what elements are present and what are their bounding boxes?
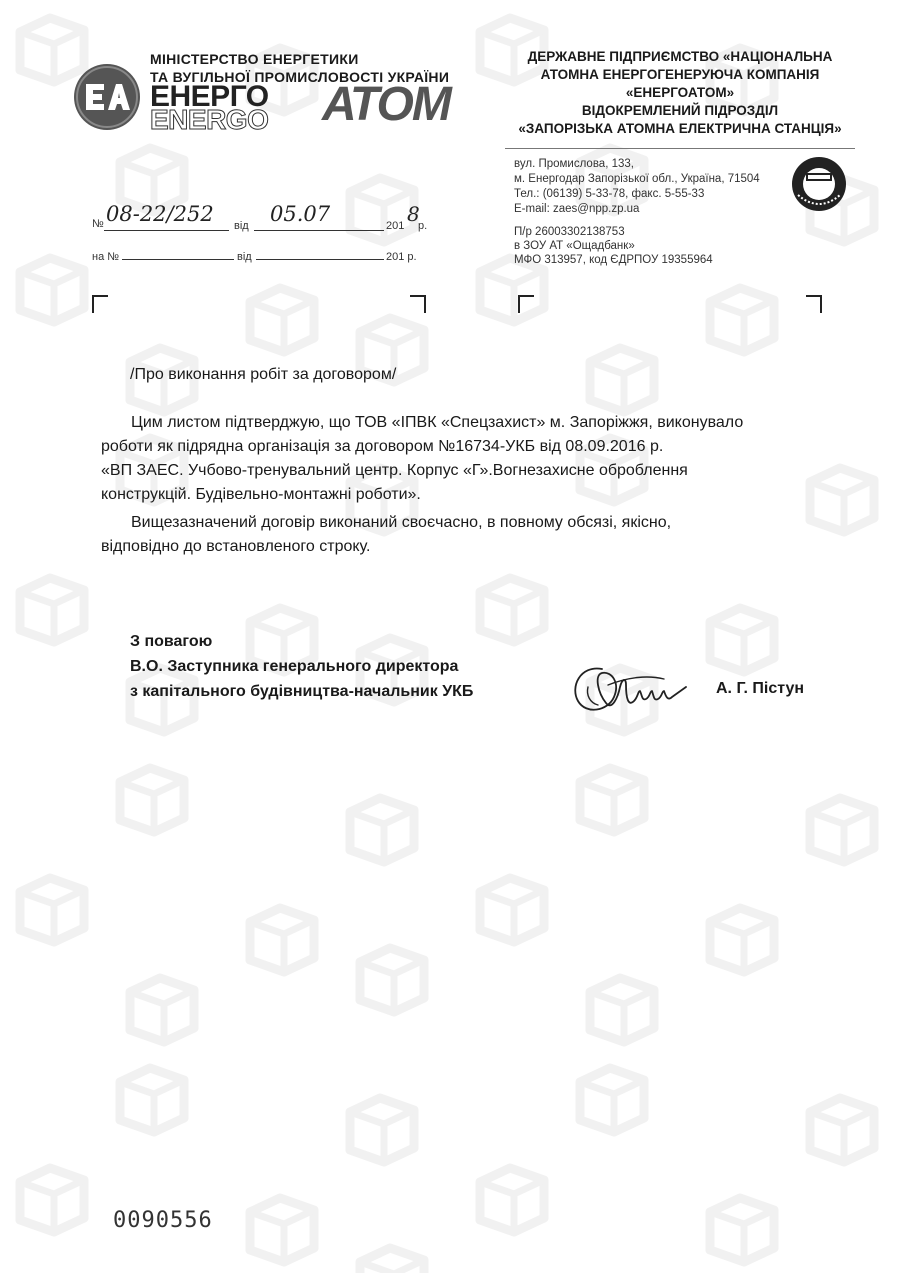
- company-line: «ЕНЕРГОАТОМ»: [625, 85, 735, 100]
- letter-paragraph-2: [101, 511, 841, 559]
- address-line: E-mail: zaes@npp.zp.ua: [514, 203, 640, 215]
- paragraph-line: конструкцій. Будівельно-монтажні роботи».: [101, 486, 421, 503]
- address-corner-right: [410, 295, 426, 313]
- number-label: №: [92, 218, 104, 230]
- address-line: вул. Промислова, 133,: [514, 158, 634, 170]
- reply-from-label: від: [237, 251, 252, 263]
- reply-number-row: [92, 247, 432, 267]
- closing-phrase: З повагою: [130, 633, 213, 650]
- company-header: [505, 48, 855, 138]
- signer-position-line-2: з капітального будівництва-начальник УКБ: [130, 683, 474, 700]
- document-serial-number: 0090556: [113, 1208, 213, 1233]
- company-line: ВІДОКРЕМЛЕНИЙ ПІДРОЗДІЛ: [581, 103, 779, 118]
- paragraph-line: Цим листом підтверджую, що ТОВ «ІПВК «Спецзахист» м. Запоріжжя, виконувало: [131, 414, 744, 431]
- energoatom-logo-icon: [72, 62, 142, 132]
- signer-position-line-1: В.О. Заступника генерального директора: [130, 658, 459, 675]
- bank-line: П/р 26003302138753: [514, 226, 625, 238]
- ministry-line-2: ТА ВУГІЛЬНОЇ ПРОМИСЛОВОСТІ УКРАЇНИ: [150, 69, 450, 85]
- address-line: Тел.: (06139) 5-33-78, факс. 5-55-33: [514, 188, 705, 200]
- address-corner-left: [92, 295, 108, 313]
- ministry-line-1: МІНІСТЕРСТВО ЕНЕРГЕТИКИ: [150, 51, 359, 67]
- signer-name: А. Г. Пістун: [716, 680, 805, 697]
- paragraph-line: «ВП ЗАЕС. Учбово-тренувальний центр. Корпус «Г».Вогнезахисне оброблення: [101, 462, 688, 479]
- reply-number-label: на №: [92, 251, 120, 263]
- company-address: [514, 157, 760, 217]
- brand-wordmark: ЕНЕРГО ENERGO АТОМ: [150, 78, 450, 135]
- outgoing-number-row: [92, 202, 432, 236]
- company-line: «ЗАПОРІЗЬКА АТОМНА ЕЛЕКТРИЧНА СТАНЦІЯ»: [518, 121, 842, 136]
- address-line: м. Енергодар Запорізької обл., Україна, 71504: [514, 173, 760, 185]
- letter-subject: /Про виконання робіт за договором/: [130, 366, 397, 383]
- recipient-corner-right: [806, 295, 822, 313]
- paragraph-line: роботи як підрядна організація за договором №16734-УКБ від 08.09.2016 р.: [101, 438, 664, 455]
- year-suffix: р.: [418, 220, 428, 232]
- paragraph-line: відповідно до встановленого строку.: [101, 538, 371, 555]
- recipient-corner-left: [518, 295, 534, 313]
- reply-year: 201 р.: [386, 251, 417, 263]
- outgoing-number-value: 08-22/252: [106, 202, 214, 226]
- bank-line: МФО 313957, код ЄДРПОУ 19355964: [514, 254, 713, 266]
- letter-paragraph-1: [101, 411, 841, 507]
- company-line: АТОМНА ЕНЕРГОГЕНЕРУЮЧА КОМПАНІЯ: [540, 67, 820, 82]
- year-handwritten: 8: [407, 202, 420, 226]
- year-prefix: 201: [386, 220, 405, 232]
- handwritten-signature-icon: [568, 657, 698, 721]
- tuv-rheinland-cert-icon: [790, 155, 848, 213]
- company-line: ДЕРЖАВНЕ ПІДПРИЄМСТВО «НАЦІОНАЛЬНА: [527, 49, 833, 64]
- bank-line: в ЗОУ АТ «Ощадбанк»: [514, 240, 635, 252]
- bank-details: [514, 225, 713, 267]
- signature-block: [130, 629, 473, 704]
- outgoing-date-value: 05.07: [270, 202, 331, 226]
- header-divider: [505, 148, 855, 149]
- from-label: від: [234, 220, 249, 232]
- paragraph-line: Вищезазначений договір виконаний своєчасно, в повному обсязі, якісно,: [131, 514, 672, 531]
